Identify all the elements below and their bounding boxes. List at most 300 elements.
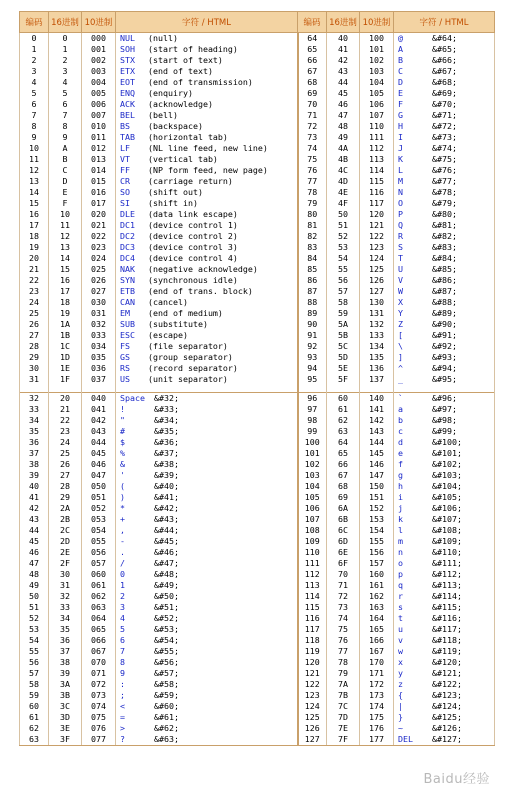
char-description: &#105; xyxy=(432,492,462,502)
char-symbol: 6 xyxy=(120,635,125,645)
char-description: &#125; xyxy=(432,712,462,722)
char-description: &#92; xyxy=(432,341,457,351)
cell-char-html xyxy=(116,668,298,679)
char-description: &#88; xyxy=(432,297,457,307)
cell-dec: 1 xyxy=(20,44,49,55)
char-symbol: DEL xyxy=(398,734,413,744)
cell-oct: 006 xyxy=(82,99,116,110)
char-symbol: N xyxy=(398,187,403,197)
char-symbol: P xyxy=(398,209,403,219)
cell-dec: 11 xyxy=(20,154,49,165)
cell-hex: 4F xyxy=(327,198,360,209)
char-description: &#119; xyxy=(432,646,462,656)
char-description: &#33; xyxy=(154,404,179,414)
char-symbol: X xyxy=(398,297,403,307)
cell-oct: 016 xyxy=(82,187,116,198)
char-description: &#50; xyxy=(154,591,179,601)
char-symbol: @ xyxy=(398,33,403,43)
cell-oct: 102 xyxy=(360,55,394,66)
cell-dec: 6 xyxy=(20,99,49,110)
cell-hex: 7A xyxy=(327,679,360,690)
table-row xyxy=(20,242,495,253)
char-symbol: ! xyxy=(120,404,125,414)
char-description: &#93; xyxy=(432,352,457,362)
cell-char-html xyxy=(116,55,298,66)
table-row xyxy=(20,404,495,415)
cell-char-html xyxy=(394,613,495,624)
cell-char-html xyxy=(394,275,495,286)
cell-oct: 147 xyxy=(360,470,394,481)
cell-oct: 072 xyxy=(82,679,116,690)
char-description: (NP form feed, new page) xyxy=(148,165,268,175)
cell-char-html xyxy=(116,569,298,580)
cell-oct: 125 xyxy=(360,264,394,275)
table-row xyxy=(20,712,495,723)
cell-char-html xyxy=(116,690,298,701)
char-description: &#89; xyxy=(432,308,457,318)
cell-char-html xyxy=(394,308,495,319)
cell-char-html xyxy=(116,701,298,712)
cell-hex: 48 xyxy=(327,121,360,132)
char-symbol: 3 xyxy=(120,602,125,612)
cell-dec: 80 xyxy=(298,209,327,220)
cell-oct: 074 xyxy=(82,701,116,712)
cell-dec: 65 xyxy=(298,44,327,55)
cell-oct: 173 xyxy=(360,690,394,701)
cell-dec: 70 xyxy=(298,99,327,110)
cell-char-html xyxy=(116,231,298,242)
cell-hex: 65 xyxy=(327,448,360,459)
cell-hex: 4D xyxy=(327,176,360,187)
char-description: &#91; xyxy=(432,330,457,340)
char-description: (start of text) xyxy=(148,55,223,65)
table-row xyxy=(20,492,495,503)
cell-char-html xyxy=(394,536,495,547)
char-description: (data link escape) xyxy=(148,209,238,219)
char-symbol: 8 xyxy=(120,657,125,667)
cell-oct: 122 xyxy=(360,231,394,242)
cell-hex: 1C xyxy=(49,341,82,352)
cell-char-html xyxy=(116,470,298,481)
char-description: &#48; xyxy=(154,569,179,579)
cell-char-html xyxy=(394,176,495,187)
cell-dec: 104 xyxy=(298,481,327,492)
cell-dec: 64 xyxy=(298,33,327,45)
cell-char-html xyxy=(394,154,495,165)
cell-char-html xyxy=(116,734,298,746)
cell-oct: 007 xyxy=(82,110,116,121)
cell-dec: 28 xyxy=(20,341,49,352)
cell-hex: 15 xyxy=(49,264,82,275)
cell-oct: 002 xyxy=(82,55,116,66)
cell-char-html xyxy=(394,99,495,110)
char-symbol: b xyxy=(398,415,403,425)
char-symbol: ~ xyxy=(398,723,403,733)
cell-hex: 5D xyxy=(327,352,360,363)
cell-char-html xyxy=(116,723,298,734)
char-symbol: ETB xyxy=(120,286,135,296)
cell-char-html xyxy=(116,459,298,470)
table-row xyxy=(20,459,495,470)
char-symbol: n xyxy=(398,547,403,557)
cell-dec: 55 xyxy=(20,646,49,657)
char-symbol: * xyxy=(120,503,125,513)
spacer-cell xyxy=(298,385,327,393)
cell-oct: 036 xyxy=(82,363,116,374)
char-symbol: d xyxy=(398,437,403,447)
char-symbol: % xyxy=(120,448,125,458)
cell-hex: 3 xyxy=(49,66,82,77)
cell-oct: 164 xyxy=(360,613,394,624)
cell-hex: 35 xyxy=(49,624,82,635)
cell-hex: 55 xyxy=(327,264,360,275)
cell-hex: 9 xyxy=(49,132,82,143)
cell-dec: 100 xyxy=(298,437,327,448)
cell-hex: 1F xyxy=(49,374,82,385)
cell-char-html xyxy=(116,393,298,405)
cell-hex: 7D xyxy=(327,712,360,723)
cell-dec: 53 xyxy=(20,624,49,635)
cell-dec: 125 xyxy=(298,712,327,723)
cell-dec: 120 xyxy=(298,657,327,668)
cell-hex: 6F xyxy=(327,558,360,569)
table-row xyxy=(20,470,495,481)
char-symbol: 2 xyxy=(120,591,125,601)
cell-char-html xyxy=(394,470,495,481)
cell-oct: 054 xyxy=(82,525,116,536)
cell-oct: 137 xyxy=(360,374,394,385)
cell-oct: 117 xyxy=(360,198,394,209)
table-row xyxy=(20,646,495,657)
cell-char-html xyxy=(116,99,298,110)
cell-char-html xyxy=(116,374,298,385)
cell-hex: 12 xyxy=(49,231,82,242)
cell-oct: 063 xyxy=(82,602,116,613)
cell-dec: 85 xyxy=(298,264,327,275)
cell-hex: 45 xyxy=(327,88,360,99)
cell-char-html xyxy=(394,635,495,646)
char-symbol: : xyxy=(120,679,125,689)
cell-hex: 68 xyxy=(327,481,360,492)
char-description: (vertical tab) xyxy=(148,154,218,164)
cell-oct: 046 xyxy=(82,459,116,470)
char-symbol: q xyxy=(398,580,403,590)
spacer-cell xyxy=(116,385,298,393)
char-symbol: e xyxy=(398,448,403,458)
char-description: &#36; xyxy=(154,437,179,447)
cell-oct: 053 xyxy=(82,514,116,525)
char-symbol: STX xyxy=(120,55,135,65)
cell-dec: 105 xyxy=(298,492,327,503)
char-symbol: DC3 xyxy=(120,242,135,252)
table-row xyxy=(20,723,495,734)
cell-dec: 73 xyxy=(298,132,327,143)
cell-char-html xyxy=(116,330,298,341)
cell-oct: 020 xyxy=(82,209,116,220)
cell-oct: 010 xyxy=(82,121,116,132)
cell-char-html xyxy=(116,132,298,143)
cell-char-html xyxy=(116,448,298,459)
cell-hex: 13 xyxy=(49,242,82,253)
cell-char-html xyxy=(394,712,495,723)
cell-hex: E xyxy=(49,187,82,198)
char-description: (carriage return) xyxy=(148,176,233,186)
char-description: (device control 3) xyxy=(148,242,238,252)
cell-oct: 066 xyxy=(82,635,116,646)
char-description: &#76; xyxy=(432,165,457,175)
cell-hex: 24 xyxy=(49,437,82,448)
cell-oct: 042 xyxy=(82,415,116,426)
char-description: &#86; xyxy=(432,275,457,285)
cell-dec: 87 xyxy=(298,286,327,297)
cell-char-html xyxy=(394,448,495,459)
char-symbol: i xyxy=(398,492,403,502)
cell-char-html xyxy=(116,602,298,613)
cell-char-html xyxy=(394,330,495,341)
cell-oct: 163 xyxy=(360,602,394,613)
cell-oct: 014 xyxy=(82,165,116,176)
cell-dec: 63 xyxy=(20,734,49,746)
char-symbol: # xyxy=(120,426,125,436)
cell-oct: 101 xyxy=(360,44,394,55)
cell-hex: 10 xyxy=(49,209,82,220)
cell-dec: 19 xyxy=(20,242,49,253)
cell-hex: 2A xyxy=(49,503,82,514)
cell-hex: 16 xyxy=(49,275,82,286)
cell-oct: 044 xyxy=(82,437,116,448)
char-description: (NL line feed, new line) xyxy=(148,143,268,153)
char-symbol: a xyxy=(398,404,403,414)
char-symbol: k xyxy=(398,514,403,524)
cell-char-html xyxy=(394,404,495,415)
cell-hex: 6C xyxy=(327,525,360,536)
char-description: &#110; xyxy=(432,547,462,557)
header-code: 编码 xyxy=(20,12,49,33)
char-description: &#77; xyxy=(432,176,457,186)
cell-dec: 27 xyxy=(20,330,49,341)
cell-dec: 59 xyxy=(20,690,49,701)
char-symbol: ETX xyxy=(120,66,135,76)
cell-oct: 120 xyxy=(360,209,394,220)
cell-dec: 20 xyxy=(20,253,49,264)
char-description: &#69; xyxy=(432,88,457,98)
char-description: &#70; xyxy=(432,99,457,109)
char-description: &#122; xyxy=(432,679,462,689)
cell-oct: 045 xyxy=(82,448,116,459)
char-symbol: v xyxy=(398,635,403,645)
cell-hex: 63 xyxy=(327,426,360,437)
cell-oct: 115 xyxy=(360,176,394,187)
cell-char-html xyxy=(116,253,298,264)
char-description: &#56; xyxy=(154,657,179,667)
cell-char-html xyxy=(394,66,495,77)
cell-char-html xyxy=(116,492,298,503)
char-description: (file separator) xyxy=(148,341,228,351)
char-description: &#111; xyxy=(432,558,462,568)
cell-hex: 23 xyxy=(49,426,82,437)
char-symbol: M xyxy=(398,176,403,186)
cell-char-html xyxy=(116,503,298,514)
cell-dec: 107 xyxy=(298,514,327,525)
cell-char-html xyxy=(116,88,298,99)
table-row xyxy=(20,426,495,437)
cell-oct: 021 xyxy=(82,220,116,231)
char-symbol: DC4 xyxy=(120,253,135,263)
cell-oct: 176 xyxy=(360,723,394,734)
cell-dec: 52 xyxy=(20,613,49,624)
cell-oct: 070 xyxy=(82,657,116,668)
cell-oct: 177 xyxy=(360,734,394,746)
char-symbol: & xyxy=(120,459,125,469)
char-symbol: NAK xyxy=(120,264,135,274)
char-symbol: J xyxy=(398,143,403,153)
table-row xyxy=(20,569,495,580)
cell-char-html xyxy=(394,415,495,426)
cell-char-html xyxy=(394,525,495,536)
table-row xyxy=(20,734,495,746)
char-description: &#46; xyxy=(154,547,179,557)
cell-hex: 42 xyxy=(327,55,360,66)
cell-dec: 95 xyxy=(298,374,327,385)
cell-oct: 024 xyxy=(82,253,116,264)
cell-char-html xyxy=(394,558,495,569)
cell-oct: 104 xyxy=(360,77,394,88)
table-row xyxy=(20,154,495,165)
cell-char-html xyxy=(116,176,298,187)
cell-oct: 157 xyxy=(360,558,394,569)
char-symbol: C xyxy=(398,66,403,76)
cell-hex: 3E xyxy=(49,723,82,734)
cell-dec: 90 xyxy=(298,319,327,330)
cell-hex: 56 xyxy=(327,275,360,286)
cell-dec: 39 xyxy=(20,470,49,481)
char-symbol: ESC xyxy=(120,330,135,340)
cell-dec: 29 xyxy=(20,352,49,363)
char-description: &#67; xyxy=(432,66,457,76)
cell-hex: 8 xyxy=(49,121,82,132)
cell-oct: 060 xyxy=(82,569,116,580)
cell-oct: 107 xyxy=(360,110,394,121)
cell-hex: 74 xyxy=(327,613,360,624)
spacer-cell xyxy=(327,385,360,393)
char-description: &#78; xyxy=(432,187,457,197)
char-symbol: r xyxy=(398,591,403,601)
cell-dec: 117 xyxy=(298,624,327,635)
cell-char-html xyxy=(394,580,495,591)
char-description: &#126; xyxy=(432,723,462,733)
char-symbol: f xyxy=(398,459,403,469)
char-description: &#32; xyxy=(154,393,179,403)
cell-dec: 3 xyxy=(20,66,49,77)
cell-oct: 144 xyxy=(360,437,394,448)
char-symbol: c xyxy=(398,426,403,436)
char-symbol: I xyxy=(398,132,403,142)
char-symbol: 9 xyxy=(120,668,125,678)
spacer-cell xyxy=(394,385,495,393)
cell-oct: 037 xyxy=(82,374,116,385)
char-description: &#62; xyxy=(154,723,179,733)
cell-oct: 127 xyxy=(360,286,394,297)
cell-oct: 032 xyxy=(82,319,116,330)
char-description: (substitute) xyxy=(148,319,208,329)
cell-char-html xyxy=(116,319,298,330)
cell-oct: 013 xyxy=(82,154,116,165)
cell-char-html xyxy=(116,514,298,525)
char-symbol: | xyxy=(398,701,403,711)
char-symbol: - xyxy=(120,536,125,546)
cell-dec: 49 xyxy=(20,580,49,591)
char-symbol: SOH xyxy=(120,44,135,54)
cell-hex: 77 xyxy=(327,646,360,657)
cell-char-html xyxy=(116,44,298,55)
table-row xyxy=(20,514,495,525)
char-description: &#107; xyxy=(432,514,462,524)
char-symbol: FF xyxy=(120,165,130,175)
cell-hex: 18 xyxy=(49,297,82,308)
cell-hex: 1A xyxy=(49,319,82,330)
char-symbol: 7 xyxy=(120,646,125,656)
cell-hex: 52 xyxy=(327,231,360,242)
cell-hex: F xyxy=(49,198,82,209)
char-symbol: \ xyxy=(398,341,403,351)
cell-oct: 134 xyxy=(360,341,394,352)
cell-hex: 66 xyxy=(327,459,360,470)
cell-char-html xyxy=(116,220,298,231)
cell-char-html xyxy=(394,55,495,66)
char-symbol: CR xyxy=(120,176,130,186)
cell-hex: 34 xyxy=(49,613,82,624)
cell-hex: 54 xyxy=(327,253,360,264)
char-symbol: ) xyxy=(120,492,125,502)
cell-oct: 160 xyxy=(360,569,394,580)
cell-dec: 22 xyxy=(20,275,49,286)
char-description: &#53; xyxy=(154,624,179,634)
char-symbol: = xyxy=(120,712,125,722)
cell-char-html xyxy=(116,613,298,624)
cell-oct: 065 xyxy=(82,624,116,635)
cell-dec: 0 xyxy=(20,33,49,45)
char-symbol: EM xyxy=(120,308,130,318)
cell-hex: 32 xyxy=(49,591,82,602)
cell-char-html xyxy=(116,591,298,602)
char-description: &#87; xyxy=(432,286,457,296)
char-symbol: m xyxy=(398,536,403,546)
char-description: &#64; xyxy=(432,33,457,43)
table-row xyxy=(20,690,495,701)
cell-hex: 59 xyxy=(327,308,360,319)
cell-hex: 6D xyxy=(327,536,360,547)
cell-char-html xyxy=(116,341,298,352)
cell-char-html xyxy=(116,481,298,492)
cell-dec: 58 xyxy=(20,679,49,690)
cell-dec: 51 xyxy=(20,602,49,613)
cell-hex: 5C xyxy=(327,341,360,352)
cell-hex: 21 xyxy=(49,404,82,415)
char-symbol: G xyxy=(398,110,403,120)
char-symbol: t xyxy=(398,613,403,623)
cell-char-html xyxy=(116,209,298,220)
cell-dec: 106 xyxy=(298,503,327,514)
cell-dec: 89 xyxy=(298,308,327,319)
cell-hex: 14 xyxy=(49,253,82,264)
cell-hex: 43 xyxy=(327,66,360,77)
table-row xyxy=(20,165,495,176)
char-symbol: > xyxy=(120,723,125,733)
char-symbol: y xyxy=(398,668,403,678)
char-description: &#66; xyxy=(432,55,457,65)
char-description: &#65; xyxy=(432,44,457,54)
table-row xyxy=(20,209,495,220)
